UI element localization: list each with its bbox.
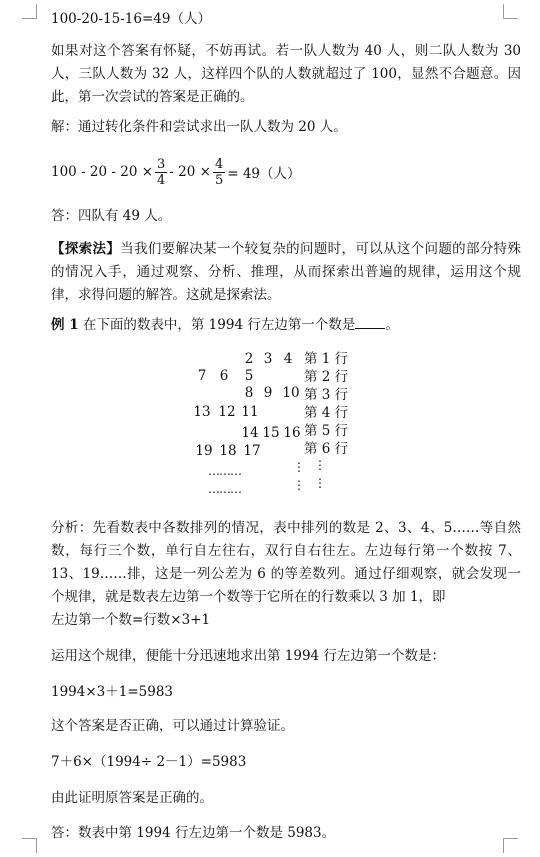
formula-part2: - 20 × [169, 164, 211, 180]
row-label: 第 6 行 [304, 441, 349, 457]
table-cell: 10 [282, 385, 300, 401]
fraction-numerator: 4 [214, 156, 224, 172]
formula [51, 152, 301, 192]
row-label: 第 4 行 [304, 405, 349, 421]
method-paragraph [51, 238, 521, 307]
table-cell: 5 [244, 368, 254, 384]
apply-line: 运用这个规律，便能十分迅速地求出第 1994 行左边第一个数是： [51, 648, 445, 664]
formula-part1: 100 - 20 - 20 × [51, 164, 154, 180]
calc-line-2: 7＋6×（1994÷ 2－1）=5983 [51, 754, 247, 770]
vertical-ellipsis: ⋮ [314, 476, 326, 490]
fraction-numerator: 3 [157, 156, 166, 172]
table-cell: 19 [195, 443, 213, 459]
fraction-three-quarters [155, 157, 167, 188]
vertical-ellipsis: ⋮ [293, 478, 305, 492]
table-cell: 3 [263, 351, 273, 367]
table-cell: 11 [241, 404, 259, 420]
calc-line-1: 1994×3＋1=5983 [51, 684, 174, 700]
analysis-paragraph: 分析：先看数表中各数排列的情况，表中排列的数是 2、3、4、5……等自然数，每行三个数，单行自左往右，双行自右往左。左边每行第一个数按 7、13、19……排，这是一列公差为 6 的等差数列。通过仔细观察，就会发现一个规律，就是数表左边第一个数等于它所在的行数乘以 3 加 1，即 [51, 520, 521, 605]
corner-mark-bottom-left [22, 838, 37, 853]
fraction-four-fifths [213, 157, 225, 188]
top-equation: 100-20-15-16=49（人） [51, 11, 211, 27]
row-label: 第 2 行 [304, 369, 349, 385]
table-cell: 8 [244, 385, 254, 401]
table-cell: 17 [243, 443, 261, 459]
method-title: 【探索法】 [51, 241, 121, 257]
table-cell: 18 [219, 443, 237, 459]
table-cell: 14 [241, 425, 259, 441]
ellipsis-row: ……… [208, 464, 241, 478]
table-cell: 13 [193, 404, 211, 420]
verify-line: 这个答案是否正确，可以通过计算验证。 [51, 718, 294, 734]
example-label: 例 1 [51, 317, 79, 333]
vertical-ellipsis: ⋮ [314, 458, 326, 472]
row-label: 第 3 行 [304, 387, 349, 403]
proof-line: 由此证明原答案是正确的。 [51, 790, 213, 806]
answer-1: 答：四队有 49 人。 [51, 208, 172, 224]
row-label: 第 5 行 [304, 423, 349, 439]
fraction-denominator: 4 [157, 172, 166, 188]
table-cell: 6 [219, 368, 229, 384]
row-label: 第 1 行 [304, 351, 349, 367]
table-cell: 15 [262, 425, 280, 441]
answer-blank [355, 316, 385, 329]
formula-part3: = 49（人） [227, 166, 301, 182]
table-cell: 9 [263, 385, 273, 401]
example-text: 在下面的数表中，第 1994 行左边第一个数是 [82, 317, 356, 333]
table-cell: 7 [197, 368, 207, 384]
corner-mark-top-right [503, 4, 518, 19]
example-1 [51, 316, 399, 335]
answer-2: 答：数表中第 1994 行左边第一个数是 5983。 [51, 825, 336, 841]
table-cell: 12 [218, 404, 236, 420]
corner-mark-bottom-right [503, 838, 518, 853]
rule-line: 左边第一个数=行数×3+1 [51, 612, 211, 628]
paragraph-retry: 如果对这个答案有怀疑，不妨再试。若一队人数为 40 人，则二队人数为 30 人，三队人数为 32 人，这样四个队的人数就超过了 100，显然不合题意。因此，第一次尝试的答案是正确的。 [51, 43, 521, 105]
table-cell: 16 [283, 425, 301, 441]
ellipsis-row: ……… [208, 482, 241, 496]
corner-mark-top-left [22, 4, 37, 19]
table-cell: 4 [283, 351, 293, 367]
table-cell: 2 [244, 351, 254, 367]
fraction-denominator: 5 [214, 172, 224, 188]
method-text: 当我们要解决某一个较复杂的问题时，可以从这个问题的部分特殊的情况入手，通过观察、分析、推理，从而探索出普遍的规律，运用这个规律，求得问题的解答。这就是探索法。 [51, 241, 522, 303]
example-end: 。 [385, 317, 399, 333]
vertical-ellipsis: ⋮ [293, 460, 305, 474]
solution-line: 解：通过转化条件和尝试求出一队人数为 20 人。 [51, 119, 347, 135]
